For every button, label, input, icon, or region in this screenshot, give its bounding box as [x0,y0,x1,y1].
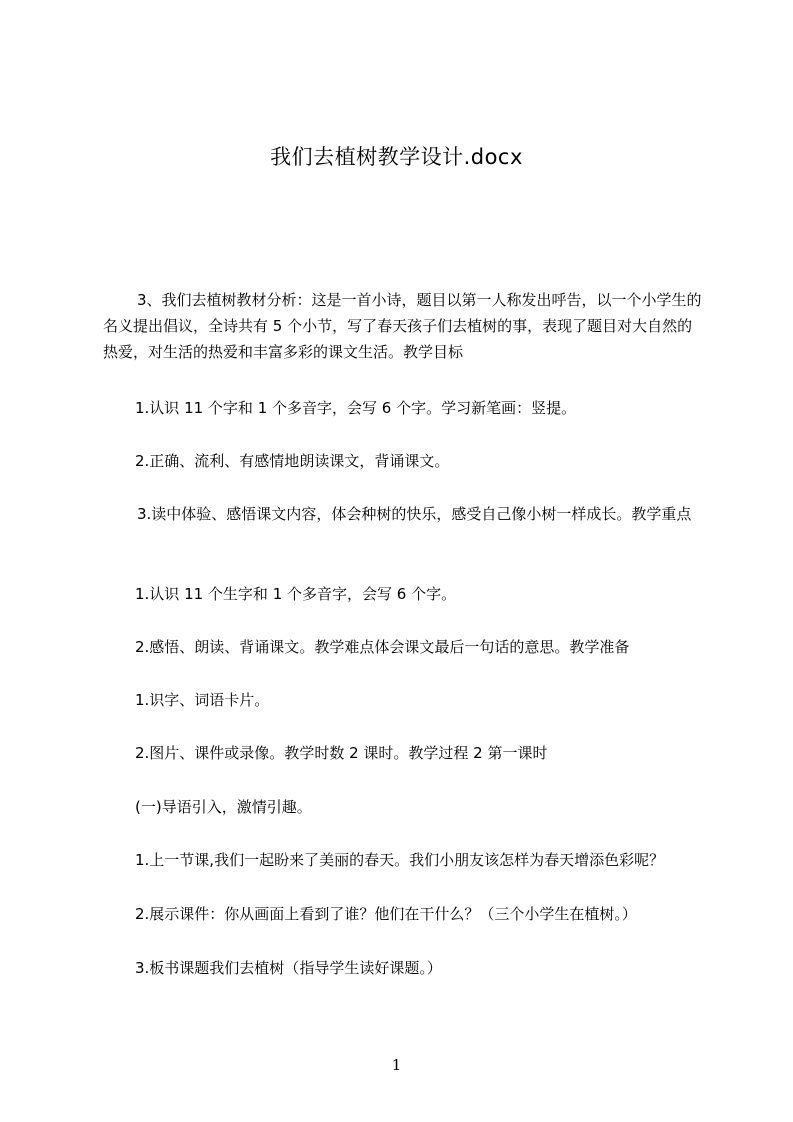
paragraph-section-heading: (一)导语引入，激情引趣。 [135,798,312,816]
paragraph-process-1: 1.上一节课,我们一起盼来了美丽的春天。我们小朋友该怎样为春天增添色彩呢？ [135,851,665,869]
paragraph-prep-1: 1.识字、词语卡片。 [135,691,270,709]
paragraph-key-point-2: 2.感悟、朗读、背诵课文。教学难点体会课文最后一句话的意思。教学准备 [135,638,630,656]
page-number: 1 [391,1056,402,1074]
paragraph-process-2: 2.展示课件：你从画面上看到了谁？他们在干什么？（三个小学生在植树。） [135,905,637,923]
paragraph-goal-3: 3.读中体验、感悟课文内容，体会种树的快乐，感受自己像小树一样成长。教学重点 [137,505,692,523]
paragraph-process-3: 3.板书课题我们去植树（指导学生读好课题。） [135,959,442,977]
document-title: 我们去植树教学设计.docx [270,145,523,169]
paragraph-key-point-1: 1.认识 11 个生字和 1 个多音字，会写 6 个字。 [135,585,457,603]
paragraph-analysis: 3、我们去植树教材分析：这是一首小诗，题目以第一人称发出呼告，以一个小学生的名义提出倡议，全诗共有 5 个小节，写了春天孩子们去植树的事，表现了题目对大自然的热爱，对生活的热爱和丰富多彩的课文生活。教学目标 [103,291,702,361]
paragraph-goal-1: 1.认识 11 个字和 1 个多音字，会写 6 个字。学习新笔画：竖提。 [135,399,577,417]
paragraph-goal-2: 2.正确、流利、有感情地朗读课文，背诵课文。 [135,452,450,470]
paragraph-prep-2: 2.图片、课件或录像。教学时数 2 课时。教学过程 2 第一课时 [135,744,548,762]
